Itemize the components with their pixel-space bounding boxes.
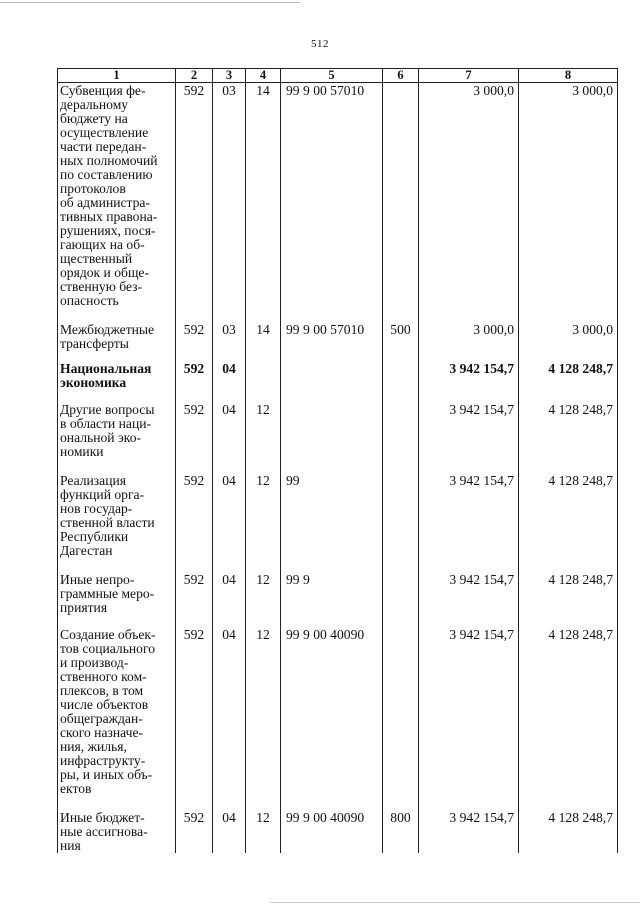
section-code-text: 592 (183, 810, 205, 825)
table-row (58, 810, 618, 853)
amount-year2-text: 4 128 248,7 (548, 627, 613, 642)
amount-year2-cell (519, 627, 618, 810)
chapter-code-cell (213, 322, 246, 361)
amount-year2-text: 3 000,0 (572, 322, 613, 337)
chapter-code-text: 04 (222, 810, 236, 825)
amount-year2-text: 3 000,0 (572, 83, 613, 98)
row-name-cell (58, 83, 176, 323)
section-code-cell (176, 322, 213, 361)
table-row (58, 572, 618, 627)
amount-year2-cell (519, 572, 618, 627)
target-article-cell (281, 402, 383, 473)
row-name-text: Реализация функций орга- нов государ- ственной власти Республики Дагестан (60, 473, 155, 558)
table-row (58, 402, 618, 473)
amount-year1-cell (419, 402, 519, 473)
chapter-code-text: 04 (222, 402, 236, 417)
amount-year1-text: 3 942 154,7 (449, 627, 514, 642)
row-name-text: Иные непро- граммные меро- приятия (60, 572, 155, 615)
expense-type-cell (383, 361, 419, 402)
row-name-cell (58, 361, 176, 402)
target-article-cell (281, 83, 383, 323)
amount-year1-text: 3 000,0 (473, 83, 514, 98)
subsection-code-cell (246, 402, 281, 473)
expense-type-cell (383, 572, 419, 627)
target-article-text: 99 (286, 473, 300, 488)
amount-year2-text: 4 128 248,7 (548, 572, 613, 587)
amount-year1-cell (419, 572, 519, 627)
target-article-cell (281, 361, 383, 402)
section-code-cell (176, 627, 213, 810)
row-name-text: Национальная экономика (60, 361, 152, 390)
section-code-cell (176, 402, 213, 473)
chapter-code-cell (213, 402, 246, 473)
target-article-text: 99 9 00 40090 (286, 627, 365, 642)
amount-year1-text: 3 942 154,7 (449, 361, 514, 376)
column-header: 4 (246, 69, 281, 83)
chapter-code-cell (213, 361, 246, 402)
amount-year2-cell (519, 402, 618, 473)
section-code-text: 592 (183, 402, 205, 417)
chapter-code-cell (213, 810, 246, 853)
row-name-text: Иные бюджет- ные ассигнова- ния (60, 810, 148, 853)
amount-year1-text: 3 942 154,7 (449, 572, 514, 587)
column-header: 3 (213, 69, 246, 83)
section-code-cell (176, 473, 213, 572)
table-body (58, 83, 618, 854)
section-code-cell (176, 810, 213, 853)
expense-type-cell (383, 83, 419, 323)
row-name-cell (58, 473, 176, 572)
subsection-code-text: 12 (256, 627, 270, 642)
subsection-code-text: 14 (256, 322, 270, 337)
amount-year2-cell (519, 473, 618, 572)
table-row (58, 322, 618, 361)
row-name-text: Другие вопросы в области наци- ональной эко- номики (60, 402, 155, 459)
subsection-code-cell (246, 572, 281, 627)
subsection-code-cell (246, 361, 281, 402)
row-name-text: Создание объек- тов социального и производ- ственного ком- плексов, в том числе объектов общеграждан- ского назначе- ния, жилья, инфраструкту- ры, и иных объ- ектов (60, 627, 156, 796)
section-code-text: 592 (183, 572, 205, 587)
section-code-text: 592 (183, 361, 205, 376)
chapter-code-cell (213, 473, 246, 572)
target-article-cell (281, 627, 383, 810)
amount-year2-text: 4 128 248,7 (548, 361, 613, 376)
page-number: 512 (311, 38, 329, 50)
subsection-code-text: 12 (256, 572, 270, 587)
chapter-code-cell (213, 627, 246, 810)
amount-year1-cell (419, 473, 519, 572)
subsection-code-text: 12 (256, 402, 270, 417)
table-header-row (58, 69, 618, 83)
row-name-cell (58, 402, 176, 473)
column-header: 7 (419, 69, 519, 83)
row-name-text: Субвенция фе- деральному бюджету на осуществление части передан- ных полномочий по составлению протоколов об администра- тивных правона- рушениях, пося- гающих на об- щественный орядок и обще- ственную без- опасность (60, 83, 158, 308)
subsection-code-cell (246, 627, 281, 810)
target-article-cell (281, 322, 383, 361)
table-row (58, 473, 618, 572)
target-article-cell (281, 473, 383, 572)
row-name-cell (58, 322, 176, 361)
target-article-cell (281, 810, 383, 853)
chapter-code-text: 04 (222, 627, 236, 642)
expense-type-cell (383, 810, 419, 853)
target-article-text: 99 9 (286, 572, 310, 587)
subsection-code-cell (246, 322, 281, 361)
section-code-text: 592 (183, 627, 205, 642)
target-article-text: 99 9 00 40090 (286, 810, 365, 825)
amount-year2-cell (519, 83, 618, 323)
amount-year2-text: 4 128 248,7 (548, 473, 613, 488)
section-code-cell (176, 361, 213, 402)
table-row (58, 83, 618, 323)
table-row (58, 361, 618, 402)
section-code-cell (176, 572, 213, 627)
amount-year1-text: 3 000,0 (473, 322, 514, 337)
amount-year1-text: 3 942 154,7 (449, 402, 514, 417)
amount-year1-cell (419, 810, 519, 853)
scan-edge-line (270, 902, 640, 903)
chapter-code-text: 04 (222, 361, 236, 376)
expense-type-text: 800 (390, 810, 411, 825)
amount-year1-cell (419, 361, 519, 402)
expense-type-cell (383, 627, 419, 810)
expense-type-text: 500 (390, 322, 411, 337)
section-code-cell (176, 83, 213, 323)
amount-year2-cell (519, 322, 618, 361)
table-row (58, 627, 618, 810)
target-article-text: 99 9 00 57010 (286, 322, 365, 337)
row-name-cell (58, 572, 176, 627)
subsection-code-text: 12 (256, 473, 270, 488)
chapter-code-text: 03 (222, 83, 236, 98)
section-code-text: 592 (183, 83, 205, 98)
column-header: 5 (281, 69, 383, 83)
expense-type-cell (383, 402, 419, 473)
expense-type-cell (383, 473, 419, 572)
amount-year1-text: 3 942 154,7 (449, 810, 514, 825)
budget-table (57, 68, 618, 853)
subsection-code-text: 12 (256, 810, 270, 825)
expense-type-cell (383, 322, 419, 361)
amount-year2-cell (519, 361, 618, 402)
row-name-text: Межбюджетные трансферты (60, 322, 155, 351)
chapter-code-text: 03 (222, 322, 236, 337)
chapter-code-text: 04 (222, 572, 236, 587)
amount-year2-text: 4 128 248,7 (548, 810, 613, 825)
column-header: 2 (176, 69, 213, 83)
target-article-text: 99 9 00 57010 (286, 83, 365, 98)
column-header: 1 (58, 69, 176, 83)
amount-year2-cell (519, 810, 618, 853)
amount-year1-cell (419, 627, 519, 810)
amount-year1-cell (419, 322, 519, 361)
amount-year1-text: 3 942 154,7 (449, 473, 514, 488)
subsection-code-cell (246, 83, 281, 323)
row-name-cell (58, 627, 176, 810)
chapter-code-text: 04 (222, 473, 236, 488)
chapter-code-cell (213, 572, 246, 627)
chapter-code-cell (213, 83, 246, 323)
column-header: 8 (519, 69, 618, 83)
section-code-text: 592 (183, 473, 205, 488)
row-name-cell (58, 810, 176, 853)
subsection-code-text: 14 (256, 83, 270, 98)
column-header: 6 (383, 69, 419, 83)
subsection-code-cell (246, 473, 281, 572)
amount-year2-text: 4 128 248,7 (548, 402, 613, 417)
target-article-cell (281, 572, 383, 627)
section-code-text: 592 (183, 322, 205, 337)
scan-edge-line (0, 2, 300, 3)
subsection-code-cell (246, 810, 281, 853)
amount-year1-cell (419, 83, 519, 323)
